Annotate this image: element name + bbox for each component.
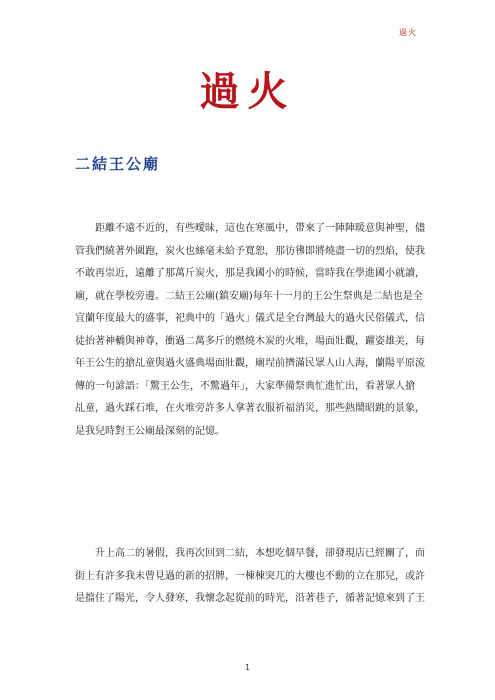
paragraph-line: 街上有許多我未曾見過的新的招牌，一棟棟突兀的大樓也不動的立在那兒，或許 bbox=[75, 570, 425, 582]
paragraph-line: 距離不遠不近的，有些曖昧，這也在寒風中，帶來了一陣陣暖意與神聖，儘 bbox=[75, 223, 425, 234]
paragraph-line: 廟，就在學校旁邊。二結王公廟(鎮安廟)每年十一月的王公生祭典是二結也是全 bbox=[75, 290, 423, 302]
paragraph-line: 升上高二的暑假，我再次回到二結，本想吃個早餐，卻發現店已經關了，而 bbox=[75, 548, 425, 559]
page-number: 1 bbox=[244, 663, 251, 672]
paragraph-line: 徒抬著神轎與神尊，衝過二萬多斤的燃燒木炭的火堆，場面壯觀，躍姿雄美，每 bbox=[75, 335, 425, 347]
paragraph-line: 是擋住了陽光，令人發寒，我懷念起從前的時光，沿著巷子，循著記憶來到了王 bbox=[75, 593, 425, 604]
paragraph-line: 年王公生的搶乩童與過火盛典場面壯觀，廟埕前擠滿民眾人山人海，蘭陽平原流 bbox=[75, 358, 425, 369]
section-heading: 二結王公廟 bbox=[75, 155, 161, 173]
paragraph-line: 管我們繞著外圍跑，炭火也絲毫未給予寬恕，那彷彿即將燒盡一切的烈焰，使我 bbox=[75, 245, 425, 257]
paragraph-1 bbox=[75, 218, 430, 443]
running-header: 過火 bbox=[399, 28, 417, 37]
document-title: 過火 bbox=[199, 68, 296, 115]
paragraph-2 bbox=[75, 543, 430, 611]
paragraph-line: 不敢再崇近，遠離了那萬斤炭火，那是我國小的時候，當時我在學進國小就讀， bbox=[75, 268, 425, 279]
paragraph-line: 乩童，過火踩石堆，在火堆旁許多人拿著衣服祈福消災，那些熱鬧昭跳的景象， bbox=[75, 403, 425, 414]
paragraph-line: 傳的一句諺語：「驚王公生，不驚過年」，大家準備祭典忙進忙出，看著眾人搶 bbox=[75, 380, 415, 392]
paragraph-line: 宜蘭年度最大的盛事，祀典中的「過火」儀式是全台灣最大的過火民俗儀式，信 bbox=[75, 313, 425, 324]
paragraph-line: 是我兒時對王公廟最深刻的記憶。 bbox=[75, 425, 225, 437]
